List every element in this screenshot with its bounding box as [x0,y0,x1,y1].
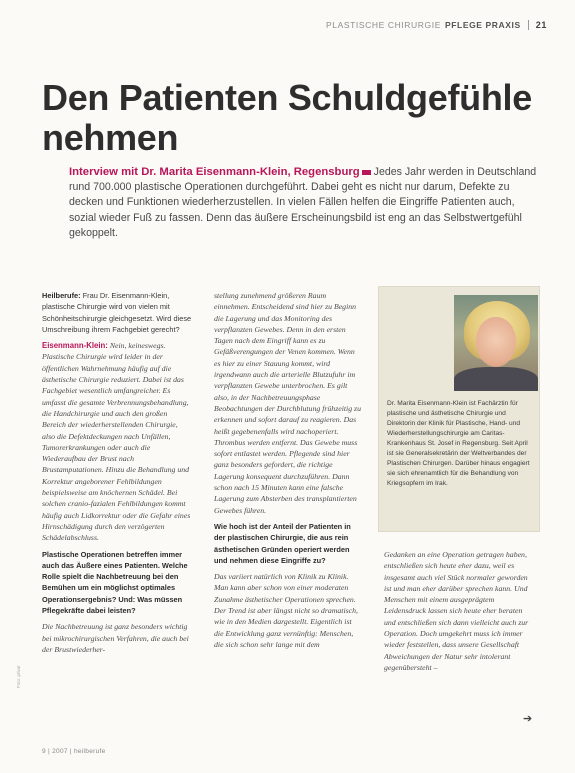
photo-credit: Foto: privat [16,665,21,688]
column-3 [384,549,534,709]
intro-interview: Interview mit Dr. Marita Eisenmann-Klein, Regensburg [69,166,360,178]
running-header [326,20,547,30]
header-divider [528,20,529,30]
article-title: Den Patienten Schuldgefühle nehmen [42,77,532,158]
answer-3: Das variiert natürlich von Klinik zu Klinik. Man kann aber schon von einer moderaten Zunahme ästhetischer Operationen sprechen. Der Trend ist aber längst nicht so dramatisch, wie in den Medien dargestellt. Eigentlich ist die Entwicklung ganz vernünftig: Menschen, die sich schon sehr lange mit dem [214,572,358,649]
continue-arrow-icon: ➔ [523,713,533,725]
page-footer: 9 | 2007 | heilberufe [42,748,106,755]
intro-marker [362,170,371,175]
answer-speaker: Eisenmann-Klein: [42,341,108,351]
portrait-box [378,286,540,532]
header-magazine: PFLEGE PRAXIS [444,20,521,30]
question-3: Wie hoch ist der Anteil der Patienten in der plastischen Chirurgie, die aus rein ästhetischen Gründen operiert werden und nehmen diese Eingriffe zu? [214,521,351,565]
question-1: Frau Dr. Eisenmann-Klein, plastische Chirurgie wird von vielen mit Schönheitschirurgie gleichgesetzt. Wird diese Umschreibung ihrem Fachgebiet gerecht? [42,291,192,334]
answer-1: Nein, keineswegs. Plastische Chirurgie wird leider in der öffentlichen Wahrnehmung häufig auf die ästhetische Chirurgie reduziert. Dabei ist das Fachgebiet wesentlich umfangreicher. Es umfasst die gesamte Verbrennungsbehandlung, die Handchirurgie und auch den großen Bereich der wiederherstellenden Chirurgie, also die Defektdeckungen nach Unfällen, Tumorerkrankungen oder auch die Wiederaufbau der Brust nach Brustamputationen. Hinzu die Behandlung und Korrektur angeborener Fehlbildungen beispielsweise am knöchernen Schädel. Bei solchen cranio-fazialen Fehlbildungen kommt häufig auch Lidkorrektur oder die Gefahr eines Hirnschädigung durch den verzögerten Schädelabschluss. [42,341,191,543]
page-number: 21 [535,20,547,30]
column-1 [42,290,192,750]
answer-2: Die Nachbetreuung ist ganz besonders wichtig bei mikrochirurgischen Verfahren, die auch bei der Brustwiederher- [42,622,189,654]
article-intro [69,165,539,241]
answer-3-continued: Gedanken an eine Operation getragen haben, entschließen sich heute eher dazu, weil es insgesamt auch viel Stück normaler geworden ist und man eher darüber sprechen kann. Und Menschen mit einem ausgeprägtem Leidensdruck lassen sich heute eher beraten und entschließen sich dann vielleicht auch zur Operation. Doch umgekehrt muss ich immer wieder feststellen, dass unsere Gesellschaft Abweichungen der Natur sehr intolerant gegenübersteht – [384,550,529,672]
portrait-caption: Dr. Marita Eisenmann-Klein ist Fachärztin für plastische und ästhetische Chirurgie und Direktorin der Klinik für Plastische, Hand- und Wiederherstellungschirurgie am Caritas-Krankenhaus St. Josef in Regensburg. Seit April ist sie Generalsekretärin der Weltverbandes der Plastischen Chirurgen. Darüber hinaus engagiert sie sich ehrenamtlich für die Behandlung von Kriegsopfern im Irak. [387,400,530,487]
question-2: Plastische Operationen betreffen immer auch das Äußere eines Patienten. Welche Rolle spielt die Nachbetreuung bei den Bemühen um ein möglichst optimales Operationsergebnis? Und: Was müssen Pflegekräfte dabei leisten? [42,549,188,616]
portrait-photo [454,295,538,391]
answer-2-continued: stellung zunehmend größeren Raum einnehmen. Entscheidend sind hier zu Beginn die Lagerung und das Monitoring des verpflanzten Gewebes. Denn in den ersten Tagen nach dem Eingriff kann es zu Gefäßverengungen der Venen kommen. Wenn es hier zu einer Stauung kommt, wird irgendwann auch die arterielle Blutzufuhr im verpflanzten Gewebe unterbrochen. Es gilt also, in der Nachbetreuungsphase Beobachtungen der Durchblutung frühzeitig zu erkennen und sofort darauf zu reagieren. Das heißt gegebenenfalls wird nachoperiert. Thrombus werden entfernt. Das Gewebe muss sofort entlastet werden. Pflegende sind hier ganz besonders gefordert, die richtige Lagerung konsequent durchzuführen. Dann schon nach 15 Minuten kann eine falsche Lagerung zum Absterben des transplantierten Gewebes führen. [214,291,361,515]
question-label: Heilberufe: [42,291,81,300]
intro-text: Jedes Jahr werden in Deutschland rund 700.000 plastische Operationen durchgeführt. Dabei geht es nicht nur darum, Defekte zu decken und Funktionen wiederherzustellen. In vielen Fällen helfen die Eingriffe Patienten auch, sozial wieder Fuß zu fassen. Denn das äußere Erscheinungsbild ist eng an das Selbstwertgefühl gekoppelt. [69,166,537,239]
header-section: PLASTISCHE CHIRURGIE [326,20,441,30]
column-2 [214,290,362,750]
